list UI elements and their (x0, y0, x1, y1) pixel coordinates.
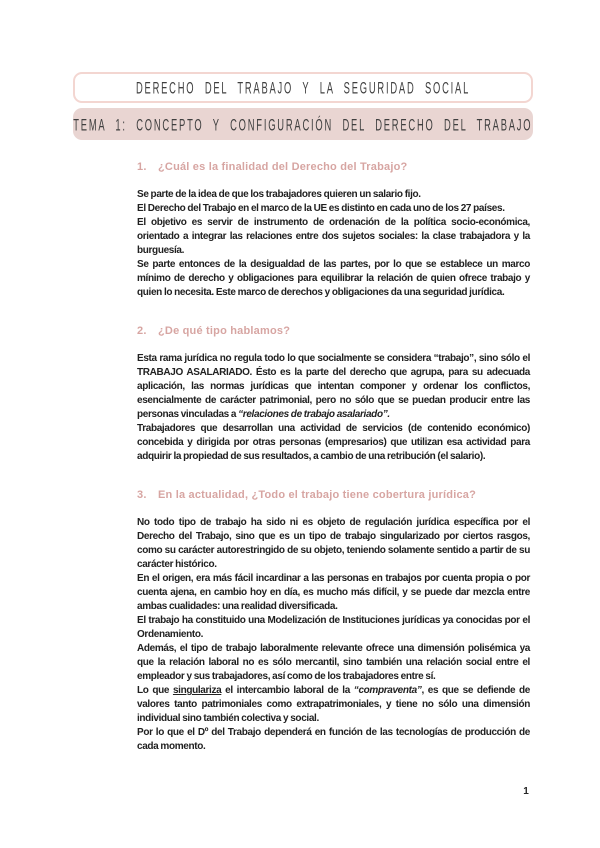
paragraph (137, 572, 530, 614)
section-heading-text: ¿Cuál es la finalidad del Derecho del Trabajo? (158, 161, 408, 173)
section-body (137, 188, 530, 300)
section-heading (137, 325, 530, 337)
section-number: 2. (137, 325, 147, 337)
section-heading-text: ¿De qué tipo hablamos? (158, 325, 291, 337)
section-body (137, 352, 530, 464)
text-run: “relaciones de trabajo asalariado”. (238, 409, 390, 420)
paragraph (137, 726, 530, 754)
section-heading (137, 489, 530, 501)
paragraph (137, 216, 530, 258)
text-run: El Derecho del Trabajo en el marco de la UE es distinto en cada uno de los 27 países. (137, 203, 505, 214)
text-run: El trabajo ha constituido una Modelización de Instituciones jurídicas ya conocidas por el Ordenamiento. (137, 615, 530, 640)
text-run: El objetivo es servir de instrumento de ordenación de la política socio-económica, orientado a integrar las relaciones entre dos sujetos sociales: la clase trabajadora y la burguesía. (137, 217, 530, 256)
sections (137, 161, 530, 779)
section-number: 1. (137, 161, 147, 173)
paragraph (137, 614, 530, 642)
section (137, 489, 530, 754)
section-number: 3. (137, 489, 147, 501)
text-run: singulariza (172, 685, 222, 696)
section-heading (137, 161, 530, 173)
text-run: Se parte de la idea de que los trabajadores quieren un salario fijo. (137, 189, 421, 200)
paragraph (137, 642, 530, 684)
text-run: Ésto es la parte del derecho que agrupa, para su adecuada aplicación, las normas jurídicas que intentan componer y ordenar los conflictos, esencialmente de carácter patrimonial, pero no sólo que se puedan producir entre las personas vinculadas a (137, 367, 531, 420)
topic-title: TEMA 1: CONCEPTO Y CONFIGURACIÓN DEL DERECHO DEL TRABAJO (73, 114, 533, 134)
paragraph (137, 352, 530, 422)
text-run: , es que se defiende de valores tanto patrimoniales como extrapatrimoniales, y tiene no sólo una dimensión individual sino también colectiva y social. (137, 685, 530, 724)
paragraph (137, 202, 530, 216)
course-title: DERECHO DEL TRABAJO Y LA SEGURIDAD SOCIAL (135, 77, 471, 98)
topic-title-banner (73, 108, 533, 140)
course-title-banner (73, 72, 533, 103)
section (137, 161, 530, 300)
paragraph (137, 422, 530, 464)
paragraph (137, 684, 530, 726)
section (137, 325, 530, 464)
text-run: Por lo que el Dº del Trabajo dependerá en función de las tecnologías de producción de cada momento. (137, 727, 530, 752)
section-heading-text: En la actualidad, ¿Todo el trabajo tiene cobertura jurídica? (158, 489, 477, 501)
section-body (137, 516, 530, 754)
text-run: Esta rama jurídica no regula todo lo que socialmente se considera “trabajo”, sino sólo el (137, 353, 530, 364)
text-run: el intercambio laboral de la (221, 685, 354, 696)
page-number: 1 (523, 786, 529, 797)
paragraph (137, 516, 530, 572)
paragraph (137, 188, 530, 202)
text-run: En el origen, era más fácil incardinar a las personas en trabajos por cuenta propia o por cuenta ajena, en cambio hoy en día, es mucho más difícil, y se puede dar mezcla entre ambas cualidades: una realidad diversificada. (137, 573, 530, 612)
text-run: Se parte entonces de la desigualdad de las partes, por lo que se establece un marco mínimo de derecho y obligaciones para equilibrar la relación de quien ofrece trabajo y quien lo necesita. Este marco de derechos y obligaciones da una seguridad jurídica. (137, 259, 530, 298)
text-run: Trabajadores que desarrollan una actividad de servicios (de contenido económico) concebida y dirigida por otras personas (empresarios) que utilizan esa actividad para adquirir la propiedad de sus resultados, a cambio de una retribución (el salario). (137, 423, 530, 462)
paragraph (137, 258, 530, 300)
text-run: “compraventa” (353, 685, 422, 696)
text-run: Lo que (137, 685, 173, 696)
text-run: Además, el tipo de trabajo laboralmente relevante ofrece una dimensión polisémica ya que la relación laboral no es sólo mercantil, sino también una relación social entre el empleador y sus trabajadores, así como de los trabajadores entre sí. (137, 643, 530, 682)
text-run: No todo tipo de trabajo ha sido ni es objeto de regulación jurídica específica por el Derecho del Trabajo, sino que es un tipo de trabajo singularizado por ciertos rasgos, como su carácter autorestringido de su objeto, teniendo solamente sentido a partir de su carácter histórico. (137, 517, 530, 570)
text-run: TRABAJO ASALARIADO. (137, 367, 252, 378)
